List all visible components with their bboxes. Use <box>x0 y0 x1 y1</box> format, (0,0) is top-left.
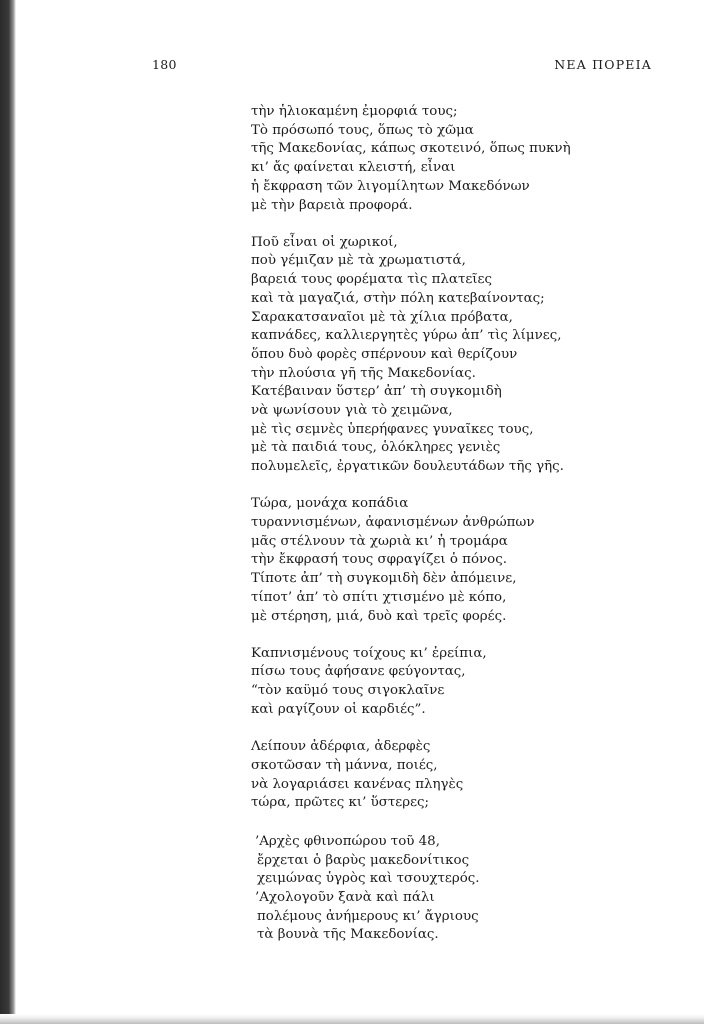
verse-line: πολυμελεῖς, ἐργατικῶν δουλευτάδων τῆς γῆς. <box>251 459 564 475</box>
stanza-3 <box>251 495 681 626</box>
verse-line: τυραννισμένων, ἀφανισμένων ἀνθρώπων <box>251 515 535 531</box>
stanza-4 <box>251 645 681 720</box>
verse-line: τίποτ’ ἀπ’ τὸ σπίτι χτισμένο μὲ κόπο, <box>251 589 507 605</box>
verse-line: Ποῦ εἶναι οἱ χωρικοί, <box>251 234 398 250</box>
verse-line: μὲ τὶς σεμνὲς ὑπερήφανες γυναῖκες τους, <box>251 421 534 437</box>
verse-line: τὰ βουνὰ τῆς Μακεδονίας. <box>257 927 439 943</box>
verse-line: τῆς Μακεδονίας, κάπως σκοτεινό, ὅπως πυκνὴ <box>251 141 571 157</box>
stanza-6 <box>255 833 681 945</box>
verse-line: Καπνισμένους τοίχους κι’ ἐρείπια, <box>251 645 487 661</box>
verse-line: νὰ ψωνίσουν γιὰ τὸ χειμῶνα, <box>251 403 453 419</box>
verse-line: τὴν πλούσια γῆ τῆς Μακεδονίας. <box>251 365 476 381</box>
stanza-5 <box>251 738 681 813</box>
verse-line: Κατέβαιναν ὕστερ’ ἀπ’ τὴ συγκομιδὴ <box>251 384 502 400</box>
verse-line: ὅπου δυὸ φορὲς σπέρνουν καὶ θερίζουν <box>251 346 518 362</box>
verse-line: μὲ τὰ παιδιά τους, ὁλόκληρες γενιὲς <box>251 440 501 456</box>
running-header: ΝΕΑ ΠΟΡΕΙΑ <box>554 57 652 72</box>
verse-line: κι’ ἄς φαίνεται κλειστή, εἶναι <box>251 160 456 176</box>
stanza-2 <box>251 234 681 477</box>
verse-line: σκοτῶσαν τὴ μάννα, ποιές, <box>251 757 438 773</box>
verse-line: καπνάδες, καλλιεργητὲς γύρω ἀπ’ τὶς λίμνες, <box>251 328 562 344</box>
verse-line: μᾶς στέλνουν τὰ χωριὰ κι’ ἡ τρομάρα <box>251 533 508 549</box>
stanza-1 <box>251 103 681 215</box>
scan-shadow-bottom <box>0 1014 704 1024</box>
verse-line: βαρειά τους φορέματα τὶς πλατεῖες <box>251 272 492 288</box>
verse-line: ἔρχεται ὁ βαρὺς μακεδονίτικος <box>257 852 470 868</box>
verse-line: Τίποτε ἀπ’ τὴ συγκομιδὴ δὲν ἀπόμεινε, <box>251 571 517 587</box>
verse-line: τὴν ἔκφρασή τους σφραγίζει ὁ πόνος. <box>251 552 507 568</box>
poem-body <box>251 103 681 945</box>
verse-line: Σαρακατσαναῖοι μὲ τὰ χίλια πρόβατα, <box>251 309 513 325</box>
verse-line: μὲ τὴν βαρειὰ προφορά. <box>251 197 413 213</box>
verse-line: μὲ στέρηση, μιά, δυὸ καὶ τρεῖς φορές. <box>251 608 507 624</box>
verse-line: πίσω τους ἀφήσανε φεύγοντας, <box>251 664 466 680</box>
verse-line: τώρα, πρῶτες κι’ ὕστερες; <box>251 795 430 811</box>
verse-line: ’Αχολογοῦν ξανὰ καὶ πάλι <box>255 890 435 906</box>
verse-line: καὶ ραγίζουν οἱ καρδιές”. <box>251 701 426 717</box>
verse-line: τὴν ἡλιοκαμένη ἐμορφιά τους; <box>251 104 458 119</box>
verse-line: πολέμους ἀνήμερους κι’ ἄγριους <box>257 908 479 924</box>
verse-line: ποὺ γέμιζαν μὲ τὰ χρωματιστά, <box>251 253 466 269</box>
page-number: 180 <box>152 57 177 72</box>
verse-line: “τὸν καϋμό τους σιγοκλαῖνε <box>251 683 445 699</box>
verse-line: Τὸ πρόσωπό τους, ὅπως τὸ χῶμα <box>251 122 474 138</box>
verse-line: Τώρα, μονάχα κοπάδια <box>251 496 409 512</box>
scan-shadow-left <box>0 0 16 1024</box>
verse-line: ἡ ἔκφραση τῶν λιγομίλητων Μακεδόνων <box>251 178 530 194</box>
verse-line: νὰ λογαριάσει κανένας πληγὲς <box>251 776 464 792</box>
verse-line: ’Αρχὲς φθινοπώρου τοῦ 48, <box>255 833 440 849</box>
verse-line: Λείπουν ἀδέρφια, ἀδερφὲς <box>251 739 431 755</box>
verse-line: καὶ τὰ μαγαζιά, στὴν πόλη κατεβαίνοντας; <box>251 290 545 306</box>
verse-line: χειμώνας ὑγρὸς καὶ τσουχτερός. <box>257 871 480 887</box>
